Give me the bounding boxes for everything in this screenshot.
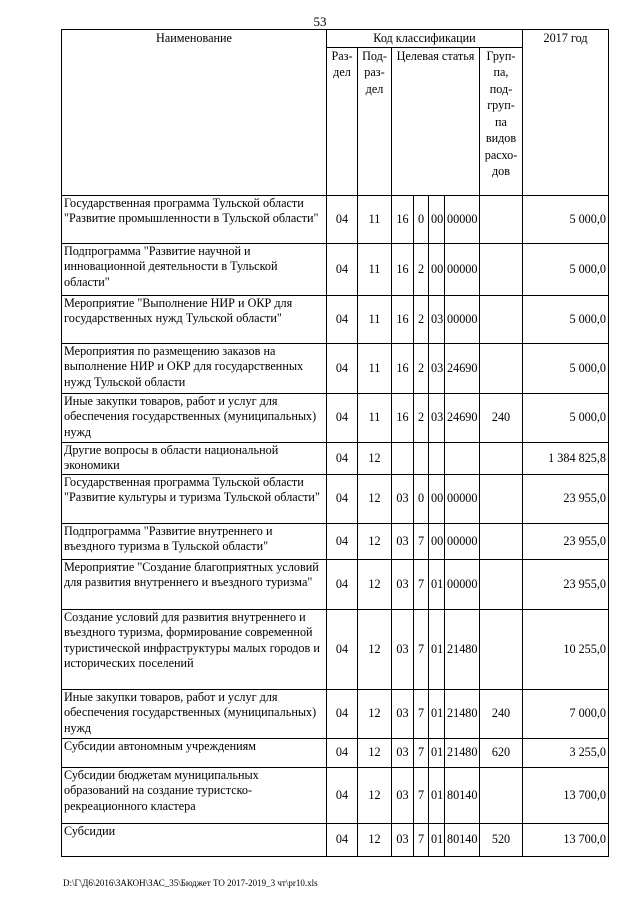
row-target-event: 00 bbox=[429, 243, 445, 295]
row-target-subprogram: 7 bbox=[414, 823, 429, 856]
row-name: Субсидии бюджетам муниципальных образований на создание туристско-рекреационного кластера bbox=[62, 767, 327, 823]
row-podrazdel: 12 bbox=[358, 767, 392, 823]
file-path-footer: D:\Г\Д6\2016\ЗАКОН\ЗАС_35\Бюджет ТО 2017-2019_3 чт\pr10.xls bbox=[63, 878, 318, 888]
row-podrazdel: 12 bbox=[358, 474, 392, 523]
row-target-program: 16 bbox=[392, 343, 414, 393]
row-podrazdel: 11 bbox=[358, 195, 392, 243]
row-amount: 5 000,0 bbox=[523, 393, 609, 442]
row-expense-group bbox=[480, 343, 523, 393]
row-target-event: 01 bbox=[429, 738, 445, 767]
row-razdel: 04 bbox=[327, 609, 358, 689]
row-target-subprogram: 0 bbox=[414, 195, 429, 243]
row-razdel: 04 bbox=[327, 295, 358, 343]
row-target-event: 01 bbox=[429, 609, 445, 689]
row-amount: 5 000,0 bbox=[523, 243, 609, 295]
row-razdel: 04 bbox=[327, 823, 358, 856]
row-podrazdel: 12 bbox=[358, 738, 392, 767]
row-name: Мероприятие "Создание благоприятных условий для развития внутреннего и въездного туризма" bbox=[62, 559, 327, 609]
row-target-event: 00 bbox=[429, 195, 445, 243]
row-target-program: 03 bbox=[392, 523, 414, 559]
row-podrazdel: 12 bbox=[358, 523, 392, 559]
row-target-direction: 00000 bbox=[445, 474, 480, 523]
row-expense-group: 520 bbox=[480, 823, 523, 856]
row-target-event: 00 bbox=[429, 523, 445, 559]
row-expense-group bbox=[480, 474, 523, 523]
row-podrazdel: 12 bbox=[358, 559, 392, 609]
row-expense-group bbox=[480, 559, 523, 609]
row-podrazdel: 12 bbox=[358, 442, 392, 474]
row-amount: 23 955,0 bbox=[523, 559, 609, 609]
row-target-subprogram: 7 bbox=[414, 559, 429, 609]
row-target-event: 03 bbox=[429, 393, 445, 442]
row-expense-group bbox=[480, 243, 523, 295]
row-expense-group bbox=[480, 609, 523, 689]
table-row bbox=[62, 195, 609, 243]
row-expense-group: 240 bbox=[480, 689, 523, 738]
row-razdel: 04 bbox=[327, 523, 358, 559]
row-target-subprogram: 7 bbox=[414, 609, 429, 689]
table-row bbox=[62, 243, 609, 295]
row-target-program: 03 bbox=[392, 609, 414, 689]
row-target-direction: 00000 bbox=[445, 559, 480, 609]
row-target-direction: 00000 bbox=[445, 523, 480, 559]
row-name: Мероприятие "Выполнение НИР и ОКР для государственных нужд Тульской области" bbox=[62, 295, 327, 343]
row-amount: 7 000,0 bbox=[523, 689, 609, 738]
row-razdel: 04 bbox=[327, 767, 358, 823]
row-name: Государственная программа Тульской области "Развитие культуры и туризма Тульской области" bbox=[62, 474, 327, 523]
row-podrazdel: 11 bbox=[358, 343, 392, 393]
row-target-program: 03 bbox=[392, 689, 414, 738]
row-amount: 13 700,0 bbox=[523, 767, 609, 823]
row-amount: 1 384 825,8 bbox=[523, 442, 609, 474]
row-target-program: 16 bbox=[392, 195, 414, 243]
row-name: Подпрограмма "Развитие научной и инновационной деятельности в Тульской области" bbox=[62, 243, 327, 295]
row-name: Субсидии bbox=[62, 823, 327, 856]
row-target-subprogram: 0 bbox=[414, 474, 429, 523]
row-target-direction: 00000 bbox=[445, 195, 480, 243]
row-expense-group bbox=[480, 195, 523, 243]
table-row bbox=[62, 823, 609, 856]
row-target-subprogram: 2 bbox=[414, 393, 429, 442]
table-row bbox=[62, 474, 609, 523]
row-target-direction: 80140 bbox=[445, 767, 480, 823]
table-row bbox=[62, 295, 609, 343]
row-target-direction: 00000 bbox=[445, 243, 480, 295]
row-expense-group bbox=[480, 523, 523, 559]
row-target-subprogram: 7 bbox=[414, 689, 429, 738]
row-podrazdel: 12 bbox=[358, 823, 392, 856]
row-target-subprogram: 7 bbox=[414, 523, 429, 559]
row-razdel: 04 bbox=[327, 474, 358, 523]
row-target-direction bbox=[445, 442, 480, 474]
row-target-event: 01 bbox=[429, 689, 445, 738]
row-target-event: 00 bbox=[429, 474, 445, 523]
table-body bbox=[62, 195, 609, 856]
table-row bbox=[62, 689, 609, 738]
table-row bbox=[62, 767, 609, 823]
row-name: Другие вопросы в области национальной экономики bbox=[62, 442, 327, 474]
row-target-subprogram: 7 bbox=[414, 738, 429, 767]
row-name: Создание условий для развития внутреннего и въездного туризма, формирование современной туристической инфраструктуры малых городов и исторических поселений bbox=[62, 609, 327, 689]
table-row bbox=[62, 393, 609, 442]
row-target-event: 03 bbox=[429, 343, 445, 393]
row-expense-group: 240 bbox=[480, 393, 523, 442]
row-target-direction: 00000 bbox=[445, 295, 480, 343]
row-target-program: 16 bbox=[392, 243, 414, 295]
row-expense-group: 620 bbox=[480, 738, 523, 767]
row-target-direction: 21480 bbox=[445, 609, 480, 689]
row-podrazdel: 12 bbox=[358, 689, 392, 738]
row-target-direction: 24690 bbox=[445, 393, 480, 442]
row-name: Мероприятия по размещению заказов на выполнение НИР и ОКР для государственных нужд Тульской области bbox=[62, 343, 327, 393]
row-razdel: 04 bbox=[327, 343, 358, 393]
row-target-program: 03 bbox=[392, 767, 414, 823]
row-target-program: 03 bbox=[392, 823, 414, 856]
header-code: Код классификации bbox=[327, 30, 523, 48]
page-number: 53 bbox=[313, 14, 327, 29]
row-target-event: 01 bbox=[429, 767, 445, 823]
header-podrazdel: Под- раз- дел bbox=[358, 47, 392, 195]
row-amount: 5 000,0 bbox=[523, 195, 609, 243]
row-amount: 3 255,0 bbox=[523, 738, 609, 767]
row-target-direction: 24690 bbox=[445, 343, 480, 393]
header-target: Целевая статья bbox=[392, 47, 480, 195]
row-target-event: 01 bbox=[429, 823, 445, 856]
row-target-subprogram: 7 bbox=[414, 767, 429, 823]
row-name: Субсидии автономным учреждениям bbox=[62, 738, 327, 767]
row-target-program: 16 bbox=[392, 295, 414, 343]
row-expense-group bbox=[480, 767, 523, 823]
row-razdel: 04 bbox=[327, 559, 358, 609]
row-name: Иные закупки товаров, работ и услуг для обеспечения государственных (муниципальных) нужд bbox=[62, 689, 327, 738]
row-name: Государственная программа Тульской области "Развитие промышленности в Тульской области" bbox=[62, 195, 327, 243]
budget-table bbox=[61, 29, 609, 857]
row-podrazdel: 11 bbox=[358, 393, 392, 442]
table-row bbox=[62, 738, 609, 767]
row-amount: 5 000,0 bbox=[523, 295, 609, 343]
row-target-subprogram bbox=[414, 442, 429, 474]
row-target-subprogram: 2 bbox=[414, 343, 429, 393]
table-row bbox=[62, 609, 609, 689]
row-razdel: 04 bbox=[327, 738, 358, 767]
table-row bbox=[62, 559, 609, 609]
row-expense-group bbox=[480, 295, 523, 343]
row-target-direction: 80140 bbox=[445, 823, 480, 856]
row-razdel: 04 bbox=[327, 243, 358, 295]
row-target-subprogram: 2 bbox=[414, 295, 429, 343]
row-podrazdel: 11 bbox=[358, 243, 392, 295]
table-row bbox=[62, 343, 609, 393]
row-target-program: 03 bbox=[392, 559, 414, 609]
row-amount: 23 955,0 bbox=[523, 523, 609, 559]
row-amount: 5 000,0 bbox=[523, 343, 609, 393]
row-target-program: 03 bbox=[392, 474, 414, 523]
row-name: Подпрограмма "Развитие внутреннего и въездного туризма в Тульской области" bbox=[62, 523, 327, 559]
header-year: 2017 год bbox=[523, 30, 609, 196]
table-row bbox=[62, 442, 609, 474]
row-razdel: 04 bbox=[327, 442, 358, 474]
header-group: Груп- па, под- груп- па видов расхо- дов bbox=[480, 47, 523, 195]
row-target-program: 03 bbox=[392, 738, 414, 767]
row-razdel: 04 bbox=[327, 689, 358, 738]
row-target-event bbox=[429, 442, 445, 474]
header-name: Наименование bbox=[62, 30, 327, 196]
row-target-subprogram: 2 bbox=[414, 243, 429, 295]
header-razdel: Раз- дел bbox=[327, 47, 358, 195]
row-podrazdel: 11 bbox=[358, 295, 392, 343]
row-target-event: 01 bbox=[429, 559, 445, 609]
row-expense-group bbox=[480, 442, 523, 474]
row-razdel: 04 bbox=[327, 393, 358, 442]
row-amount: 23 955,0 bbox=[523, 474, 609, 523]
row-podrazdel: 12 bbox=[358, 609, 392, 689]
row-target-direction: 21480 bbox=[445, 738, 480, 767]
row-target-program: 16 bbox=[392, 393, 414, 442]
table-row bbox=[62, 523, 609, 559]
row-name: Иные закупки товаров, работ и услуг для обеспечения государственных (муниципальных) нужд bbox=[62, 393, 327, 442]
row-target-event: 03 bbox=[429, 295, 445, 343]
row-target-direction: 21480 bbox=[445, 689, 480, 738]
row-target-program bbox=[392, 442, 414, 474]
row-amount: 10 255,0 bbox=[523, 609, 609, 689]
row-razdel: 04 bbox=[327, 195, 358, 243]
row-amount: 13 700,0 bbox=[523, 823, 609, 856]
